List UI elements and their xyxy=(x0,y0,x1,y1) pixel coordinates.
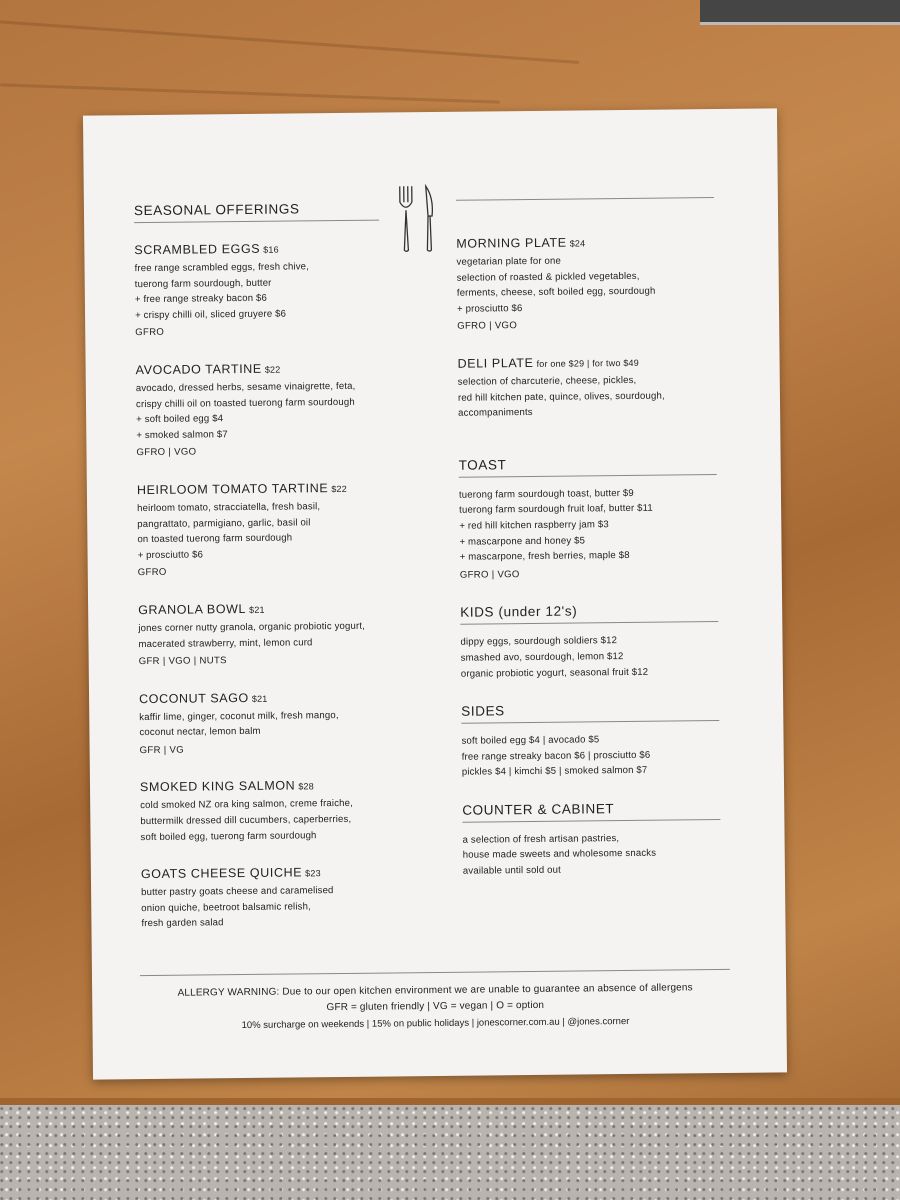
item-name: HEIRLOOM TOMATO TARTINE xyxy=(136,481,329,498)
menu-item xyxy=(456,234,715,335)
dietary-legend: GFR = gluten friendly | VG = vegan | O = option xyxy=(326,999,545,1014)
item-line: selection of roasted & pickled vegetables, xyxy=(456,270,640,284)
item-line: + prosciutto $6 xyxy=(137,549,204,561)
item-line: onion quiche, beetroot balsamic relish, xyxy=(141,901,311,914)
item-line: soft boiled egg $4 | avocado $5 xyxy=(461,734,600,747)
item-line: + soft boiled egg $4 xyxy=(136,413,224,426)
corner-card xyxy=(700,0,900,25)
item-line: macerated strawberry, mint, lemon curd xyxy=(138,636,313,650)
item-line: + mascarpone, fresh berries, maple $8 xyxy=(459,550,630,563)
toast-section xyxy=(459,455,718,583)
item-line: + smoked salmon $7 xyxy=(136,428,228,441)
item-tags: GFR | VGO | NUTS xyxy=(138,655,227,668)
divider xyxy=(456,197,714,201)
menu-item xyxy=(141,865,387,932)
menu-item xyxy=(458,354,717,421)
item-line: pickles $4 | kimchi $5 | smoked salmon $7 xyxy=(461,765,648,779)
wood-grain xyxy=(0,83,500,103)
item-price: $22 xyxy=(331,483,347,495)
section-title: TOAST xyxy=(459,455,717,478)
item-price: $16 xyxy=(263,244,279,255)
item-line: tuerong farm sourdough, butter xyxy=(134,277,272,290)
item-line: available until sold out xyxy=(462,864,561,877)
right-column xyxy=(456,197,721,901)
item-price: for one $29 | for two $49 xyxy=(536,357,639,369)
item-line: smashed avo, sourdough, lemon $12 xyxy=(460,650,624,664)
item-line: selection of charcuterie, cheese, pickles, xyxy=(457,374,637,388)
section-title: SEASONAL OFFERINGS xyxy=(134,201,379,224)
item-price: $23 xyxy=(305,868,321,879)
item-price: $24 xyxy=(569,238,586,249)
item-line: house made sweets and wholesome snacks xyxy=(462,848,657,862)
item-line: free range scrambled eggs, fresh chive, xyxy=(134,261,309,275)
item-name: SMOKED KING SALMON xyxy=(139,778,296,795)
item-line: butter pastry goats cheese and caramelised xyxy=(141,885,334,899)
item-line: + red hill kitchen raspberry jam $3 xyxy=(459,519,609,532)
menu-item xyxy=(138,600,384,669)
item-price: $22 xyxy=(264,364,281,375)
item-line: + mascarpone and honey $5 xyxy=(459,534,586,548)
item-tags: GFRO | VGO xyxy=(136,446,197,459)
item-line: organic probiotic yogurt, seasonal fruit $12 xyxy=(460,666,649,680)
menu-item xyxy=(140,778,386,845)
item-price: $28 xyxy=(298,781,314,792)
item-line: coconut nectar, lemon balm xyxy=(139,726,261,739)
item-price: $21 xyxy=(249,604,265,615)
item-name: GOATS CHEESE QUICHE xyxy=(140,865,303,882)
item-line: jones corner nutty granola, organic probiotic yogurt, xyxy=(138,620,365,635)
item-line: red hill kitchen pate, quince, olives, sourdough, xyxy=(457,390,665,404)
kids-section xyxy=(460,602,719,681)
item-line: buttermilk dressed dill cucumbers, caperberries, xyxy=(140,813,352,828)
sides-section xyxy=(461,701,720,780)
item-tags: GFRO xyxy=(137,567,167,579)
item-name: SCRAMBLED EGGS xyxy=(134,241,261,258)
counter-section xyxy=(462,800,721,879)
item-name: GRANOLA BOWL xyxy=(138,601,247,618)
item-line: a selection of fresh artisan pastries, xyxy=(462,832,620,846)
item-line: pangrattato, parmigiano, garlic, basil oil xyxy=(137,516,311,530)
item-tags: GFRO | VGO xyxy=(457,320,518,333)
item-line: dippy eggs, sourdough soldiers $12 xyxy=(460,635,618,649)
item-tags: GFR | VG xyxy=(139,744,185,756)
item-line: on toasted tuerong farm sourdough xyxy=(137,532,293,546)
item-name: MORNING PLATE xyxy=(456,235,567,251)
item-line: ferments, cheese, soft boiled egg, sourdough xyxy=(456,285,656,299)
item-line: fresh garden salad xyxy=(141,917,224,930)
item-line: + crispy chilli oil, sliced gruyere $6 xyxy=(135,308,287,321)
item-line: tuerong farm sourdough fruit loaf, butter $11 xyxy=(459,503,653,517)
item-line: cold smoked NZ ora king salmon, creme fraiche, xyxy=(140,798,353,812)
item-line: heirloom tomato, stracciatella, fresh basil, xyxy=(137,501,321,515)
item-tags: GFRO xyxy=(135,327,165,339)
section-title: SIDES xyxy=(461,701,719,724)
menu-item xyxy=(136,361,382,462)
menu-item xyxy=(134,241,380,342)
cutlery-icon xyxy=(394,184,439,254)
menu-item xyxy=(137,480,383,581)
left-column xyxy=(134,201,387,955)
item-name: DELI PLATE xyxy=(457,355,534,371)
item-line: tuerong farm sourdough toast, butter $9 xyxy=(458,487,634,501)
item-line: kaffir lime, ginger, coconut milk, fresh mango, xyxy=(139,709,339,723)
wood-grain xyxy=(0,19,579,64)
item-line: accompaniments xyxy=(458,407,533,419)
menu-footer xyxy=(140,969,731,1036)
item-line: soft boiled egg, tuerong farm sourdough xyxy=(140,829,317,843)
item-line: free range streaky bacon $6 | prosciutto $6 xyxy=(461,749,651,763)
section-title: COUNTER & CABINET xyxy=(462,800,720,823)
item-line: crispy chilli oil on toasted tuerong farm sourdough xyxy=(135,396,355,410)
item-name: COCONUT SAGO xyxy=(139,690,249,706)
item-name: AVOCADO TARTINE xyxy=(135,361,262,378)
item-line: + prosciutto $6 xyxy=(456,302,523,315)
surcharge-note: 10% surcharge on weekends | 15% on public holidays | jonescorner.com.au | @jones.corner xyxy=(241,1015,630,1032)
item-line: avocado, dressed herbs, sesame vinaigrette, feta, xyxy=(135,380,356,395)
menu-item xyxy=(139,689,385,758)
item-tags: GFRO | VGO xyxy=(459,568,520,581)
menu-sheet xyxy=(83,108,787,1079)
item-line: vegetarian plate for one xyxy=(456,255,561,268)
allergy-warning: ALLERGY WARNING: Due to our open kitchen environment we are unable to guarantee an absence of allergens xyxy=(177,982,693,999)
terrazzo-floor xyxy=(0,1105,900,1200)
section-title: KIDS (under 12's) xyxy=(460,602,718,625)
item-line: + free range streaky bacon $6 xyxy=(134,292,268,306)
item-price: $21 xyxy=(251,693,268,704)
